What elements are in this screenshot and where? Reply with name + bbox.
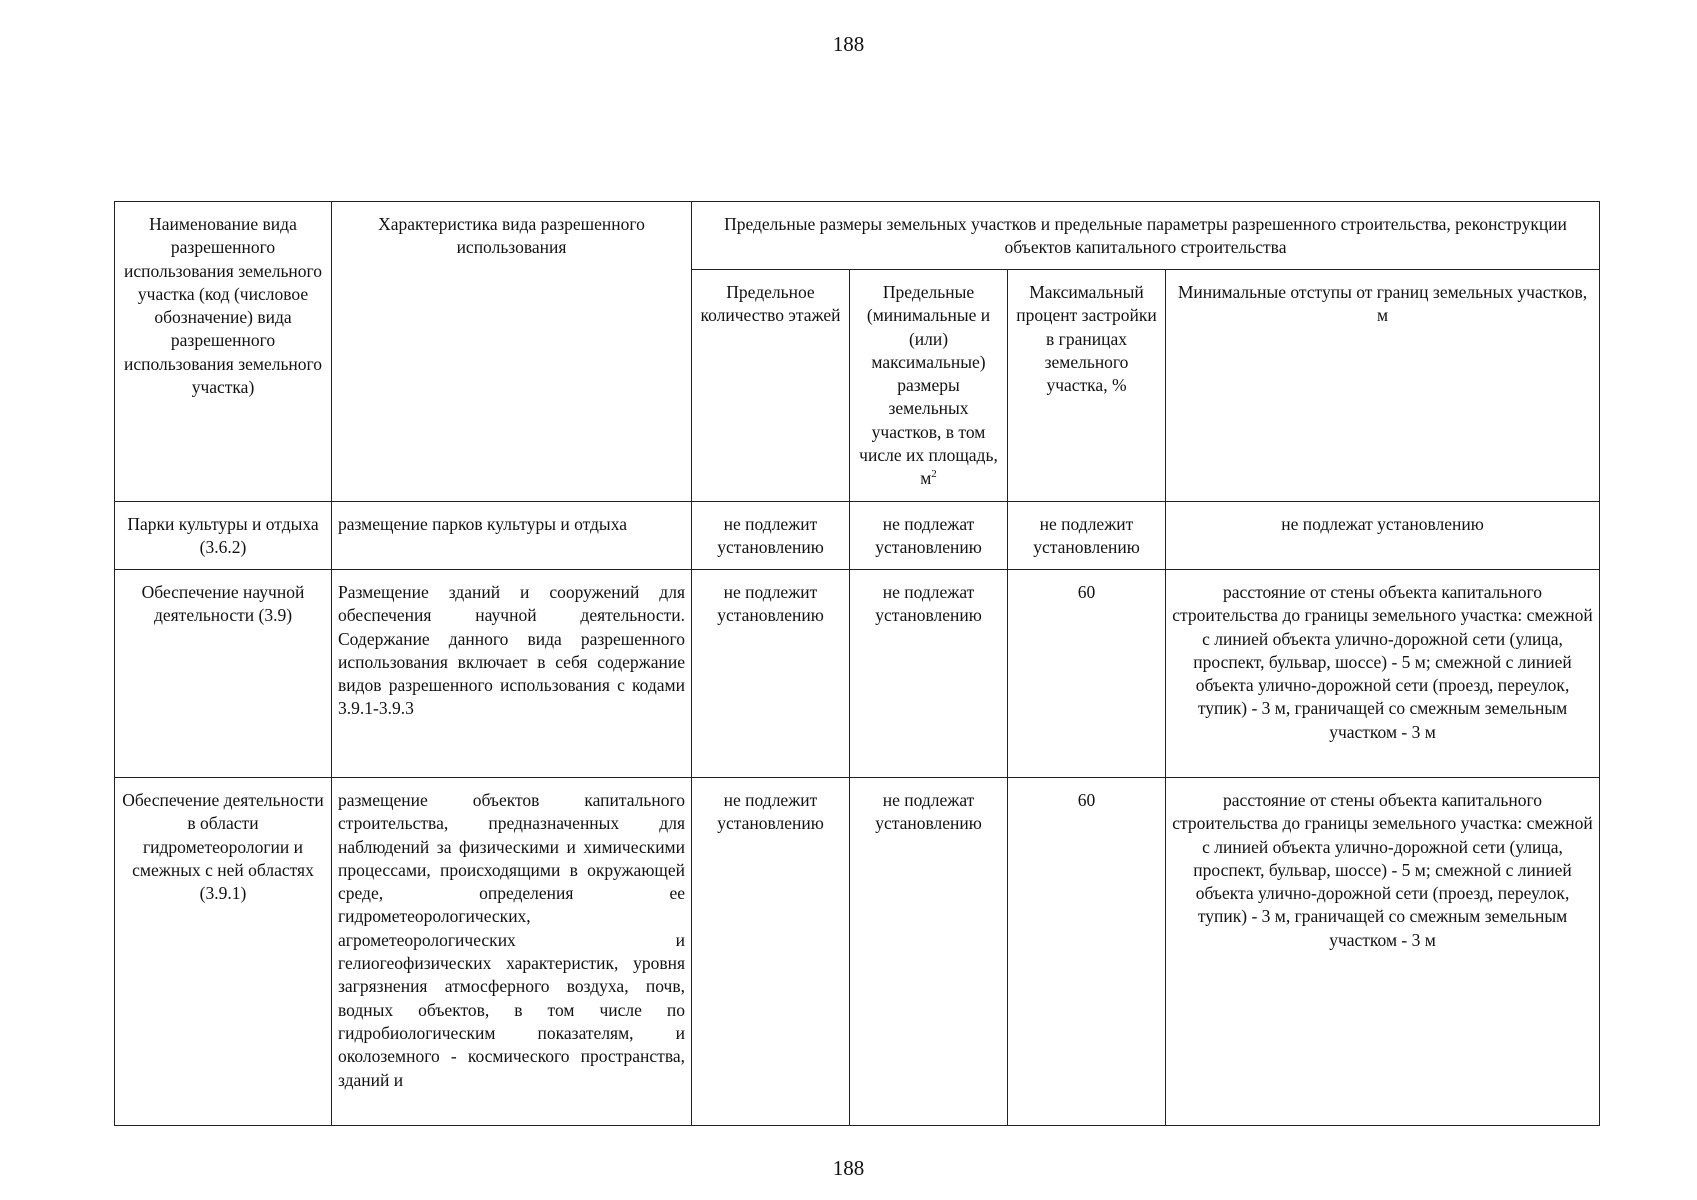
row-characteristic: размещение парков культуры и отдыха bbox=[332, 502, 692, 570]
row-characteristic: Размещение зданий и сооружений для обеспечения научной деятельности. Содержание данного вида разрешенного использования включает в себя содержание видов разрешенного использования с кодами 3.9.1-3.9.3 bbox=[332, 570, 692, 778]
table-row bbox=[115, 502, 1600, 570]
table-row bbox=[115, 778, 1600, 1126]
header-coverage: Максимальный процент застройки в границах земельного участка, % bbox=[1008, 270, 1166, 502]
table-header-row bbox=[115, 202, 1600, 270]
header-name: Наименование вида разрешенного использования земельного участка (код (числовое обозначение) вида разрешенного использования земельного участка) bbox=[115, 202, 332, 502]
header-plot-size-text: Предельные (минимальные и (или) максимальные) размеры земельных участков, в том числе их площадь, м bbox=[859, 282, 998, 489]
row-setbacks: не подлежат установлению bbox=[1166, 502, 1600, 570]
row-floors: не подлежит установлению bbox=[692, 570, 850, 778]
header-floors: Предельное количество этажей bbox=[692, 270, 850, 502]
header-characteristic: Характеристика вида разрешенного использования bbox=[332, 202, 692, 502]
row-plot-size: не подлежат установлению bbox=[850, 502, 1008, 570]
row-floors: не подлежит установлению bbox=[692, 502, 850, 570]
row-name: Парки культуры и отдыха (3.6.2) bbox=[115, 502, 332, 570]
row-name: Обеспечение научной деятельности (3.9) bbox=[115, 570, 332, 778]
page-number-top: 188 bbox=[832, 32, 865, 56]
row-coverage: 60 bbox=[1008, 778, 1166, 1126]
header-setbacks: Минимальные отступы от границ земельных участков, м bbox=[1166, 270, 1600, 502]
page-number-bottom: 188 bbox=[832, 1156, 865, 1180]
land-use-regulations-table bbox=[114, 201, 1600, 1126]
header-plot-size-sup: 2 bbox=[931, 468, 937, 481]
header-limits-group: Предельные размеры земельных участков и предельные параметры разрешенного строительства, реконструкции объектов капитального строительства bbox=[692, 202, 1600, 270]
row-plot-size: не подлежат установлению bbox=[850, 570, 1008, 778]
row-plot-size: не подлежат установлению bbox=[850, 778, 1008, 1126]
table-row bbox=[115, 570, 1600, 778]
row-setbacks: расстояние от стены объекта капитального строительства до границы земельного участка: смежной с линией объекта улично-дорожной сети (улица, проспект, бульвар, шоссе) - 5 м; смежной с линией объекта улично-дорожной сети (проезд, переулок, тупик) - 3 м, граничащей со смежным земельным участком - 3 м bbox=[1166, 570, 1600, 778]
row-name: Обеспечение деятельности в области гидрометеорологии и смежных с ней областях (3.9.1) bbox=[115, 778, 332, 1126]
row-coverage: не подлежит установлению bbox=[1008, 502, 1166, 570]
row-characteristic: размещение объектов капитального строительства, предназначенных для наблюдений за физическими и химическими процессами, происходящими в окружающей среде, определения ее гидрометеорологических, агрометеорологических и гелиогеофизических характеристик, уровня загрязнения атмосферного воздуха, почв, водных объектов, в том числе по гидробиологическим показателям, и околоземного - космического пространства, зданий и bbox=[332, 778, 692, 1126]
header-plot-size bbox=[850, 270, 1008, 502]
row-floors: не подлежит установлению bbox=[692, 778, 850, 1126]
row-coverage: 60 bbox=[1008, 570, 1166, 778]
row-setbacks: расстояние от стены объекта капитального строительства до границы земельного участка: смежной с линией объекта улично-дорожной сети (улица, проспект, бульвар, шоссе) - 5 м; смежной с линией объекта улично-дорожной сети (проезд, переулок, тупик) - 3 м, граничащей со смежным земельным участком - 3 м bbox=[1166, 778, 1600, 1126]
